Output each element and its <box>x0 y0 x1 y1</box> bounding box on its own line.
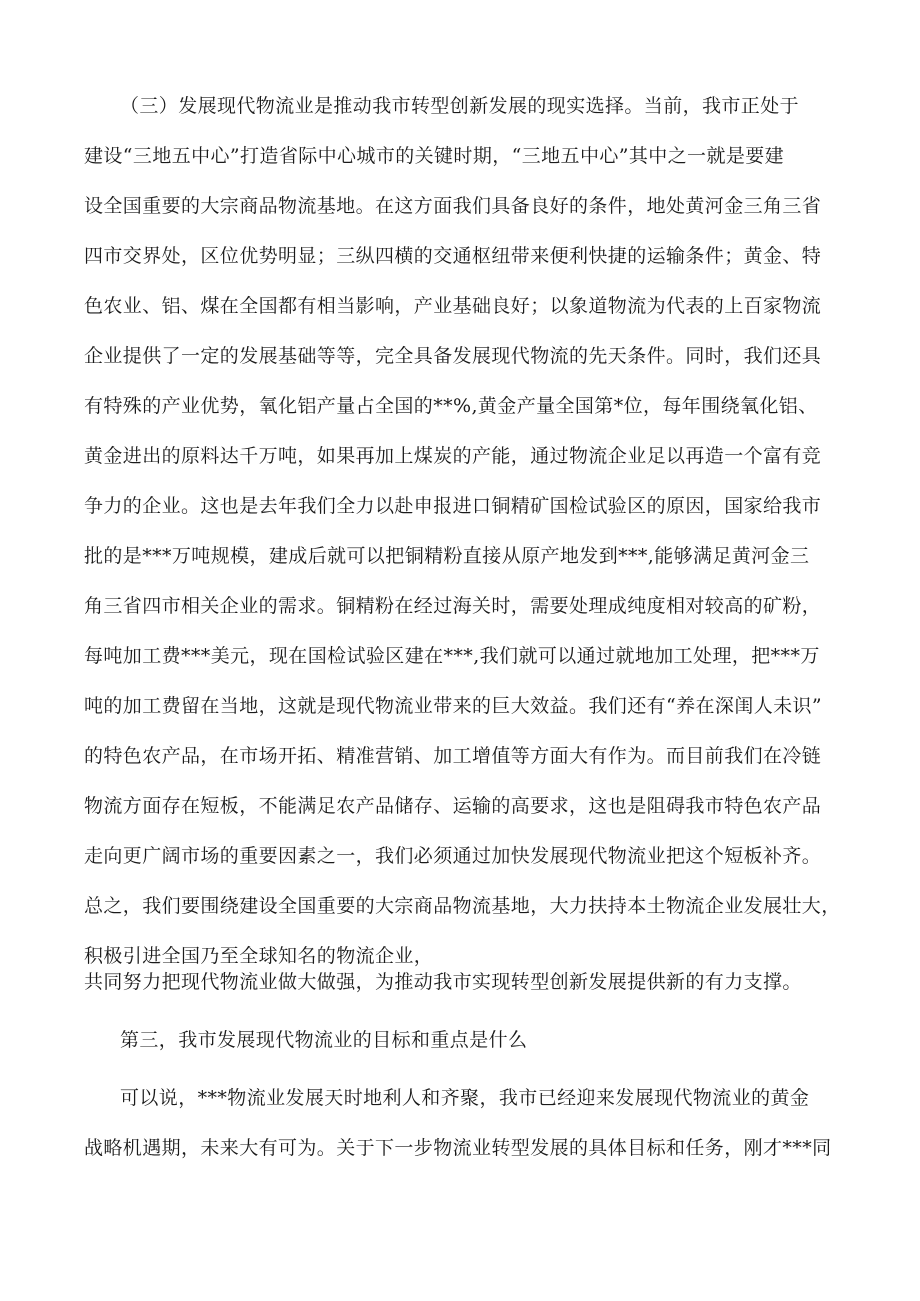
paragraph-line: 的特色农产品，在市场开拓、精准营销、加工增值等方面大有作为。而目前我们在冷链 <box>84 745 822 767</box>
paragraph-line: 黄金进出的原料达千万吨，如果再加上煤炭的产能，通过物流企业足以再造一个富有竞 <box>84 445 822 467</box>
paragraph-line: 角三省四市相关企业的需求。铜精粉在经过海关时，需要处理成纯度相对较高的矿粉， <box>84 595 822 617</box>
paragraph-line: 设全国重要的大宗商品物流基地。在这方面我们具备良好的条件，地处黄河金三角三省 <box>84 195 822 217</box>
paragraph-line: 建设“三地五中心”打造省际中心城市的关键时期，“三地五中心”其中之一就是要建 <box>84 145 785 167</box>
paragraph-line: 走向更广阔市场的重要因素之一，我们必须通过加快发展现代物流业把这个短板补齐。 <box>84 845 822 867</box>
paragraph-line: 总之，我们要围绕建设全国重要的大宗商品物流基地，大力扶持本土物流企业发展壮大， <box>84 895 841 917</box>
paragraph-line: 有特殊的产业优势，氧化铝产量占全国的**%,黄金产量全国第*位，每年围绕氧化铝、 <box>84 395 818 417</box>
paragraph-line: 吨的加工费留在当地，这就是现代物流业带来的巨大效益。我们还有“养在深闺人未识” <box>84 695 823 717</box>
paragraph-line: 批的是***万吨规模，建成后就可以把铜精粉直接从原产地发到***,能够满足黄河金三 <box>84 545 810 567</box>
paragraph-line: 色农业、铝、煤在全国都有相当影响，产业基础良好；以象道物流为代表的上百家物流 <box>84 295 822 317</box>
paragraph-line: 积极引进全国乃至全球知名的物流企业， <box>84 945 434 967</box>
paragraph-line: 企业提供了一定的发展基础等等，完全具备发展现代物流的先天条件。同时，我们还具 <box>84 345 822 367</box>
section-heading: 第三，我市发展现代物流业的目标和重点是什么 <box>120 1029 528 1051</box>
paragraph-line: 每吨加工费***美元，现在国检试验区建在***,我们就可以通过就地加工处理，把***万 <box>84 645 820 667</box>
paragraph-line: 争力的企业。这也是去年我们全力以赴申报进口铜精矿国检试验区的原因，国家给我市 <box>84 495 822 517</box>
paragraph-line: 共同努力把现代物流业做大做强，为推动我市实现转型创新发展提供新的有力支撑。 <box>84 971 802 993</box>
paragraph-line: （三）发展现代物流业是推动我市转型创新发展的现实选择。当前，我市正处于 <box>120 95 800 117</box>
paragraph-line: 物流方面存在短板，不能满足农产品储存、运输的高要求，这也是阻碍我市特色农产品 <box>84 795 822 817</box>
paragraph-line: 四市交界处，区位优势明显；三纵四横的交通枢纽带来便利快捷的运输条件；黄金、特 <box>84 245 822 267</box>
paragraph-line: 可以说，***物流业发展天时地利人和齐聚，我市已经迎来发展现代物流业的黄金 <box>120 1087 810 1109</box>
paragraph-line: 战略机遇期，未来大有可为。关于下一步物流业转型发展的具体目标和任务，刚才***同 <box>84 1137 832 1159</box>
